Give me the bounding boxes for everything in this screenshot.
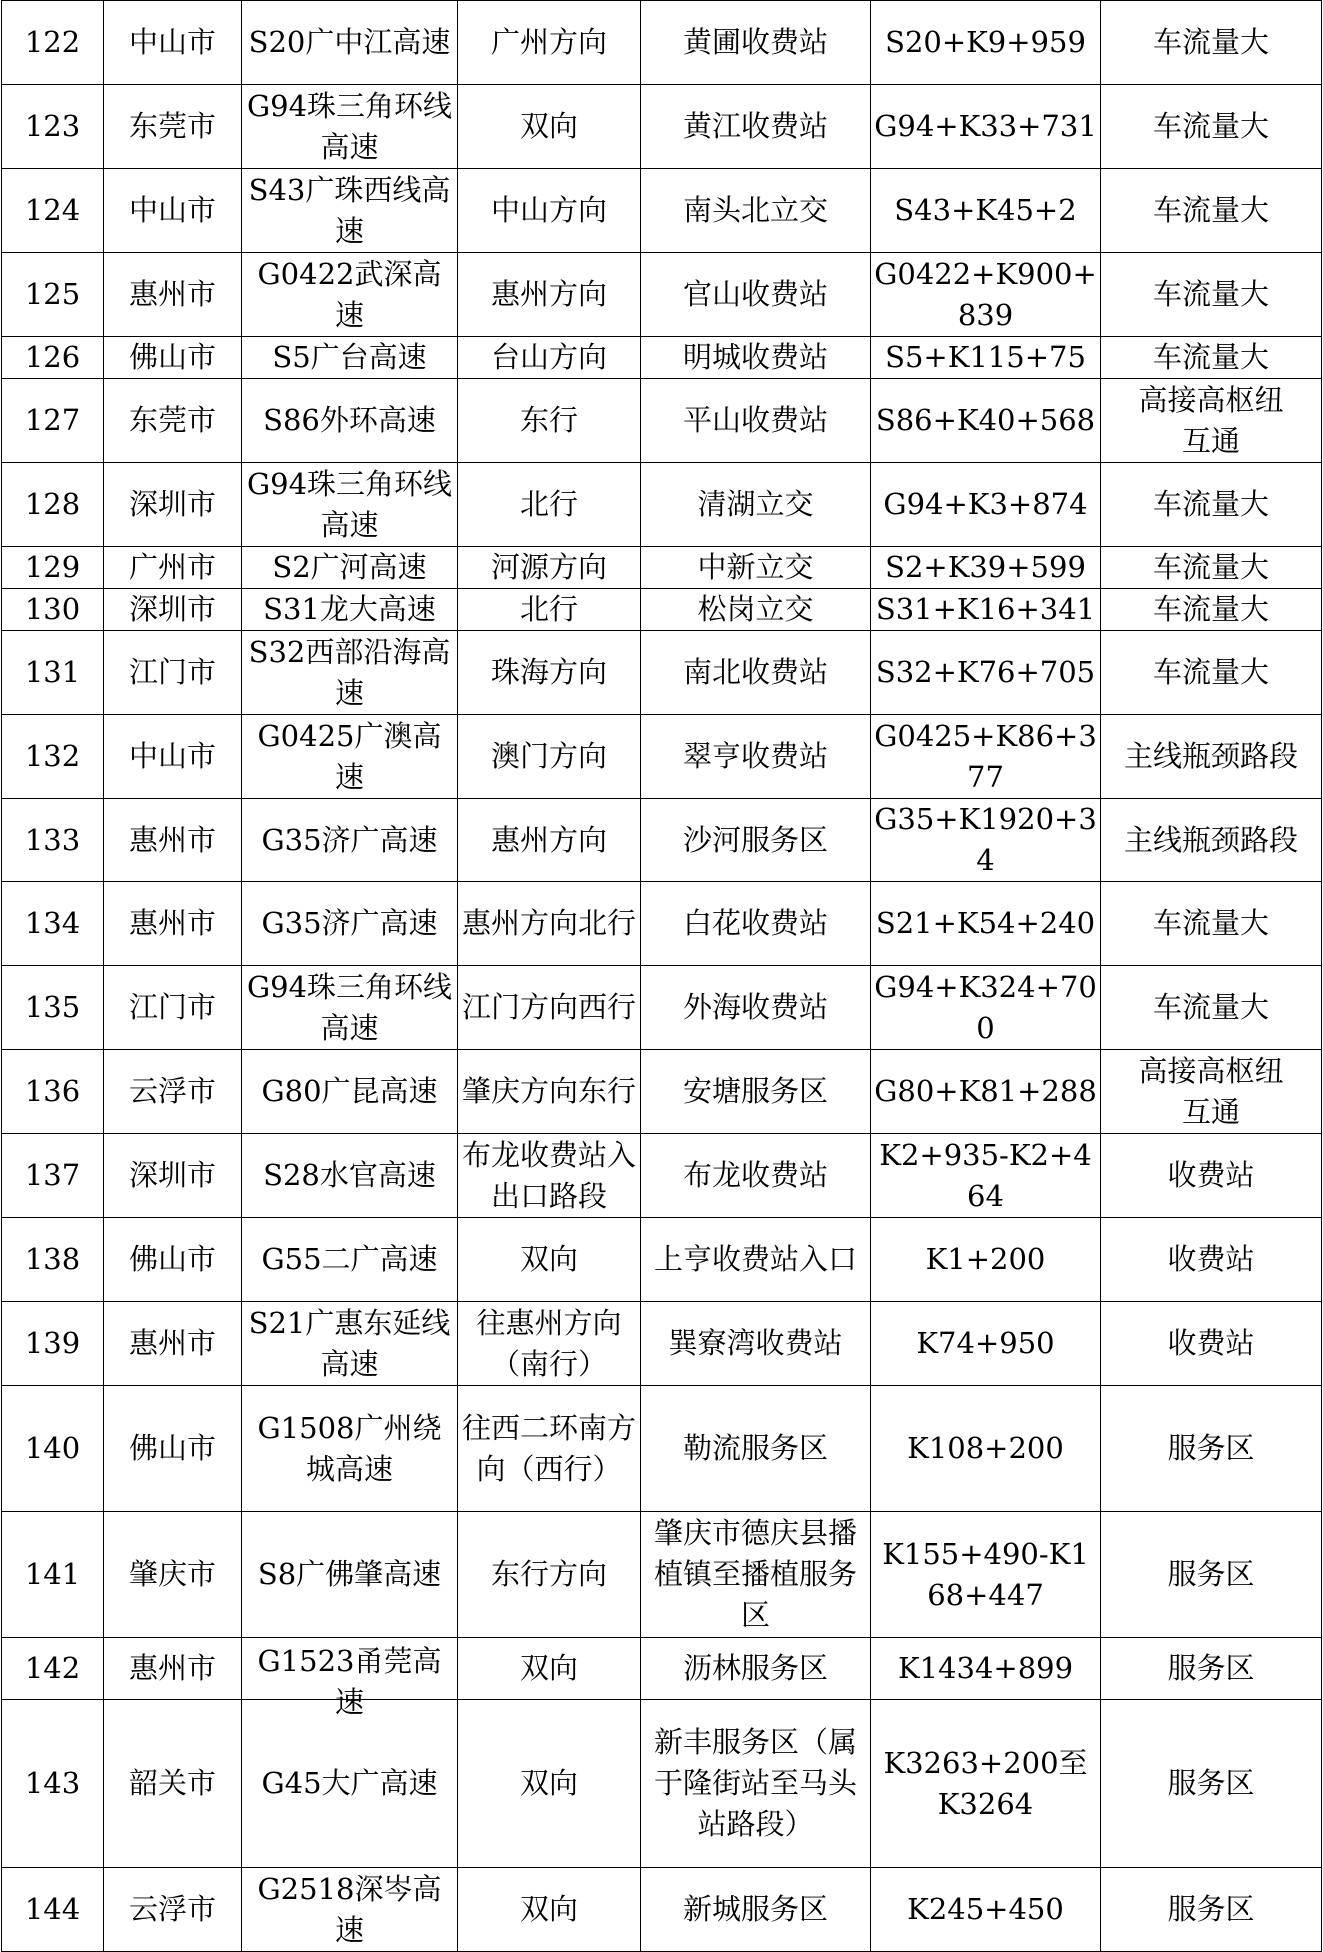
direction-cell: 双向 — [458, 1638, 641, 1700]
city-cell: 惠州市 — [104, 799, 242, 882]
table-row — [2, 966, 1322, 1050]
table-row — [2, 631, 1322, 715]
direction-cell: 肇庆方向东行 — [458, 1050, 641, 1134]
direction-cell: 惠州方向北行 — [458, 882, 641, 966]
location-cell: 沙河服务区 — [641, 799, 871, 882]
row-number: 138 — [2, 1218, 104, 1302]
row-number: 131 — [2, 631, 104, 715]
location-cell: 新丰服务区（属于隆街站至马头站路段） — [641, 1700, 871, 1868]
city-cell: 韶关市 — [104, 1700, 242, 1868]
location-cell: 沥林服务区 — [641, 1638, 871, 1700]
location-cell: 清湖立交 — [641, 463, 871, 547]
reason-cell: 服务区 — [1101, 1868, 1322, 1952]
stake-cell: K2+935-K2+464 — [871, 1134, 1101, 1218]
stake-cell: K1434+899 — [871, 1638, 1101, 1700]
stake-cell: S32+K76+705 — [871, 631, 1101, 715]
stake-cell: G94+K324+700 — [871, 966, 1101, 1050]
road-cell: G94珠三角环线高速 — [242, 966, 458, 1050]
row-number: 123 — [2, 85, 104, 169]
reason-cell: 主线瓶颈路段 — [1101, 799, 1322, 882]
road-cell: S5广台高速 — [242, 337, 458, 379]
reason-cell: 服务区 — [1101, 1638, 1322, 1700]
row-number: 135 — [2, 966, 104, 1050]
reason-cell: 车流量大 — [1101, 589, 1322, 631]
direction-cell: 布龙收费站入出口路段 — [458, 1134, 641, 1218]
location-cell: 勒流服务区 — [641, 1386, 871, 1512]
city-cell: 肇庆市 — [104, 1512, 242, 1638]
table-row — [2, 1386, 1322, 1512]
table-body — [2, 1, 1322, 1952]
table-row — [2, 337, 1322, 379]
location-cell: 肇庆市德庆县播植镇至播植服务区 — [641, 1512, 871, 1638]
road-cell: G94珠三角环线高速 — [242, 463, 458, 547]
location-cell: 外海收费站 — [641, 966, 871, 1050]
table-row — [2, 882, 1322, 966]
direction-cell: 北行 — [458, 589, 641, 631]
row-number: 144 — [2, 1868, 104, 1952]
stake-cell: S5+K115+75 — [871, 337, 1101, 379]
city-cell: 中山市 — [104, 715, 242, 799]
direction-cell: 往西二环南方向（西行） — [458, 1386, 641, 1512]
city-cell: 东莞市 — [104, 379, 242, 463]
road-cell: G45大广高速 — [242, 1700, 458, 1868]
row-number: 137 — [2, 1134, 104, 1218]
row-number: 132 — [2, 715, 104, 799]
road-cell: G35济广高速 — [242, 882, 458, 966]
row-number: 140 — [2, 1386, 104, 1512]
stake-cell: G0422+K900+839 — [871, 253, 1101, 337]
row-number: 136 — [2, 1050, 104, 1134]
stake-cell: K1+200 — [871, 1218, 1101, 1302]
stake-cell: G0425+K86+377 — [871, 715, 1101, 799]
city-cell: 云浮市 — [104, 1050, 242, 1134]
direction-cell: 双向 — [458, 1868, 641, 1952]
location-cell: 安塘服务区 — [641, 1050, 871, 1134]
location-cell: 官山收费站 — [641, 253, 871, 337]
table-row — [2, 1512, 1322, 1638]
location-cell: 上亨收费站入口 — [641, 1218, 871, 1302]
city-cell: 佛山市 — [104, 1218, 242, 1302]
table-row — [2, 85, 1322, 169]
row-number: 128 — [2, 463, 104, 547]
city-cell: 江门市 — [104, 966, 242, 1050]
row-number: 139 — [2, 1302, 104, 1386]
city-cell: 中山市 — [104, 1, 242, 85]
city-cell: 惠州市 — [104, 882, 242, 966]
city-cell: 深圳市 — [104, 1134, 242, 1218]
road-cell: S8广佛肇高速 — [242, 1512, 458, 1638]
reason-cell: 车流量大 — [1101, 631, 1322, 715]
city-cell: 深圳市 — [104, 463, 242, 547]
direction-cell: 河源方向 — [458, 547, 641, 589]
stake-cell: S43+K45+2 — [871, 169, 1101, 253]
reason-cell: 车流量大 — [1101, 337, 1322, 379]
reason-cell: 高接高枢纽互通 — [1101, 1050, 1322, 1134]
table-row — [2, 253, 1322, 337]
stake-cell: K108+200 — [871, 1386, 1101, 1512]
location-cell: 黄江收费站 — [641, 85, 871, 169]
reason-cell: 高接高枢纽互通 — [1101, 379, 1322, 463]
stake-cell: S31+K16+341 — [871, 589, 1101, 631]
location-cell: 黄圃收费站 — [641, 1, 871, 85]
stake-cell: G35+K1920+34 — [871, 799, 1101, 882]
table-row — [2, 463, 1322, 547]
road-cell — [242, 1638, 458, 1719]
location-cell: 布龙收费站 — [641, 1134, 871, 1218]
stake-cell: G94+K33+731 — [871, 85, 1101, 169]
road-cell: S32西部沿海高速 — [242, 631, 458, 715]
city-cell: 中山市 — [104, 169, 242, 253]
row-number: 130 — [2, 589, 104, 631]
row-number: 125 — [2, 253, 104, 337]
direction-cell: 台山方向 — [458, 337, 641, 379]
reason-cell: 车流量大 — [1101, 882, 1322, 966]
table-row — [2, 1, 1322, 85]
stake-cell: G94+K3+874 — [871, 463, 1101, 547]
location-cell: 中新立交 — [641, 547, 871, 589]
row-number: 142 — [2, 1638, 104, 1700]
stake-cell: K74+950 — [871, 1302, 1101, 1386]
city-cell: 东莞市 — [104, 85, 242, 169]
road-cell: G35济广高速 — [242, 799, 458, 882]
stake-cell: K3263+200至K3264 — [871, 1700, 1101, 1868]
reason-cell: 车流量大 — [1101, 966, 1322, 1050]
direction-cell: 双向 — [458, 1700, 641, 1868]
table-row — [2, 379, 1322, 463]
table-row — [2, 1050, 1322, 1134]
road-cell: S20广中江高速 — [242, 1, 458, 85]
location-cell: 巽寮湾收费站 — [641, 1302, 871, 1386]
row-number: 127 — [2, 379, 104, 463]
road-cell: S28水官高速 — [242, 1134, 458, 1218]
road-cell: G94珠三角环线高速 — [242, 85, 458, 169]
stake-cell: S20+K9+959 — [871, 1, 1101, 85]
reason-cell: 服务区 — [1101, 1512, 1322, 1638]
direction-cell: 澳门方向 — [458, 715, 641, 799]
direction-cell: 双向 — [458, 1218, 641, 1302]
table-row — [2, 547, 1322, 589]
road-cell: S43广珠西线高速 — [242, 169, 458, 253]
table-row — [2, 1302, 1322, 1386]
table-row — [2, 1134, 1322, 1218]
direction-cell: 江门方向西行 — [458, 966, 641, 1050]
row-number: 133 — [2, 799, 104, 882]
road-cell: S86外环高速 — [242, 379, 458, 463]
table-row — [2, 799, 1322, 882]
reason-cell: 车流量大 — [1101, 169, 1322, 253]
direction-cell: 广州方向 — [458, 1, 641, 85]
road-cell: S31龙大高速 — [242, 589, 458, 631]
city-cell: 云浮市 — [104, 1868, 242, 1952]
reason-cell: 服务区 — [1101, 1700, 1322, 1868]
road-cell: G2518深岑高速 — [242, 1868, 458, 1952]
direction-cell: 北行 — [458, 463, 641, 547]
reason-cell: 收费站 — [1101, 1218, 1322, 1302]
reason-cell: 车流量大 — [1101, 85, 1322, 169]
location-cell: 明城收费站 — [641, 337, 871, 379]
road-cell: G55二广高速 — [242, 1218, 458, 1302]
reason-cell: 车流量大 — [1101, 253, 1322, 337]
table-row — [2, 169, 1322, 253]
location-cell: 南头北立交 — [641, 169, 871, 253]
location-cell: 白花收费站 — [641, 882, 871, 966]
stake-cell: G80+K81+288 — [871, 1050, 1101, 1134]
row-number: 124 — [2, 169, 104, 253]
road-cell: S21广惠东延线高速 — [242, 1302, 458, 1386]
row-number: 143 — [2, 1700, 104, 1868]
stake-cell: S2+K39+599 — [871, 547, 1101, 589]
closure-points-table — [1, 0, 1322, 1952]
reason-cell: 车流量大 — [1101, 1, 1322, 85]
road-cell-text: G1523甬莞高速 — [257, 1644, 442, 1719]
row-number: 141 — [2, 1512, 104, 1638]
table-row — [2, 715, 1322, 799]
road-cell: G0422武深高速 — [242, 253, 458, 337]
row-number: 122 — [2, 1, 104, 85]
table-row — [2, 1868, 1322, 1952]
road-cell: S2广河高速 — [242, 547, 458, 589]
reason-cell: 收费站 — [1101, 1134, 1322, 1218]
location-cell: 南北收费站 — [641, 631, 871, 715]
location-cell: 平山收费站 — [641, 379, 871, 463]
direction-cell: 惠州方向 — [458, 799, 641, 882]
direction-cell: 双向 — [458, 85, 641, 169]
row-number: 126 — [2, 337, 104, 379]
stake-cell: K155+490-K168+447 — [871, 1512, 1101, 1638]
reason-cell: 车流量大 — [1101, 547, 1322, 589]
direction-cell: 东行方向 — [458, 1512, 641, 1638]
direction-cell: 东行 — [458, 379, 641, 463]
row-number: 134 — [2, 882, 104, 966]
city-cell: 佛山市 — [104, 337, 242, 379]
row-number: 129 — [2, 547, 104, 589]
city-cell: 佛山市 — [104, 1386, 242, 1512]
road-cell: G80广昆高速 — [242, 1050, 458, 1134]
road-cell: G1508广州绕城高速 — [242, 1386, 458, 1512]
city-cell: 深圳市 — [104, 589, 242, 631]
reason-cell: 主线瓶颈路段 — [1101, 715, 1322, 799]
direction-cell: 往惠州方向（南行） — [458, 1302, 641, 1386]
table-row — [2, 1638, 1322, 1700]
stake-cell: K245+450 — [871, 1868, 1101, 1952]
city-cell: 广州市 — [104, 547, 242, 589]
table-row — [2, 589, 1322, 631]
city-cell: 惠州市 — [104, 1302, 242, 1386]
direction-cell: 惠州方向 — [458, 253, 641, 337]
city-cell: 惠州市 — [104, 253, 242, 337]
direction-cell: 珠海方向 — [458, 631, 641, 715]
stake-cell: S21+K54+240 — [871, 882, 1101, 966]
location-cell: 新城服务区 — [641, 1868, 871, 1952]
direction-cell: 中山方向 — [458, 169, 641, 253]
stake-cell: S86+K40+568 — [871, 379, 1101, 463]
table-row — [2, 1700, 1322, 1868]
location-cell: 松岗立交 — [641, 589, 871, 631]
road-cell: G0425广澳高速 — [242, 715, 458, 799]
reason-cell: 收费站 — [1101, 1302, 1322, 1386]
reason-cell: 服务区 — [1101, 1386, 1322, 1512]
reason-cell: 车流量大 — [1101, 463, 1322, 547]
city-cell: 惠州市 — [104, 1638, 242, 1700]
table-row — [2, 1218, 1322, 1302]
city-cell: 江门市 — [104, 631, 242, 715]
location-cell: 翠亨收费站 — [641, 715, 871, 799]
